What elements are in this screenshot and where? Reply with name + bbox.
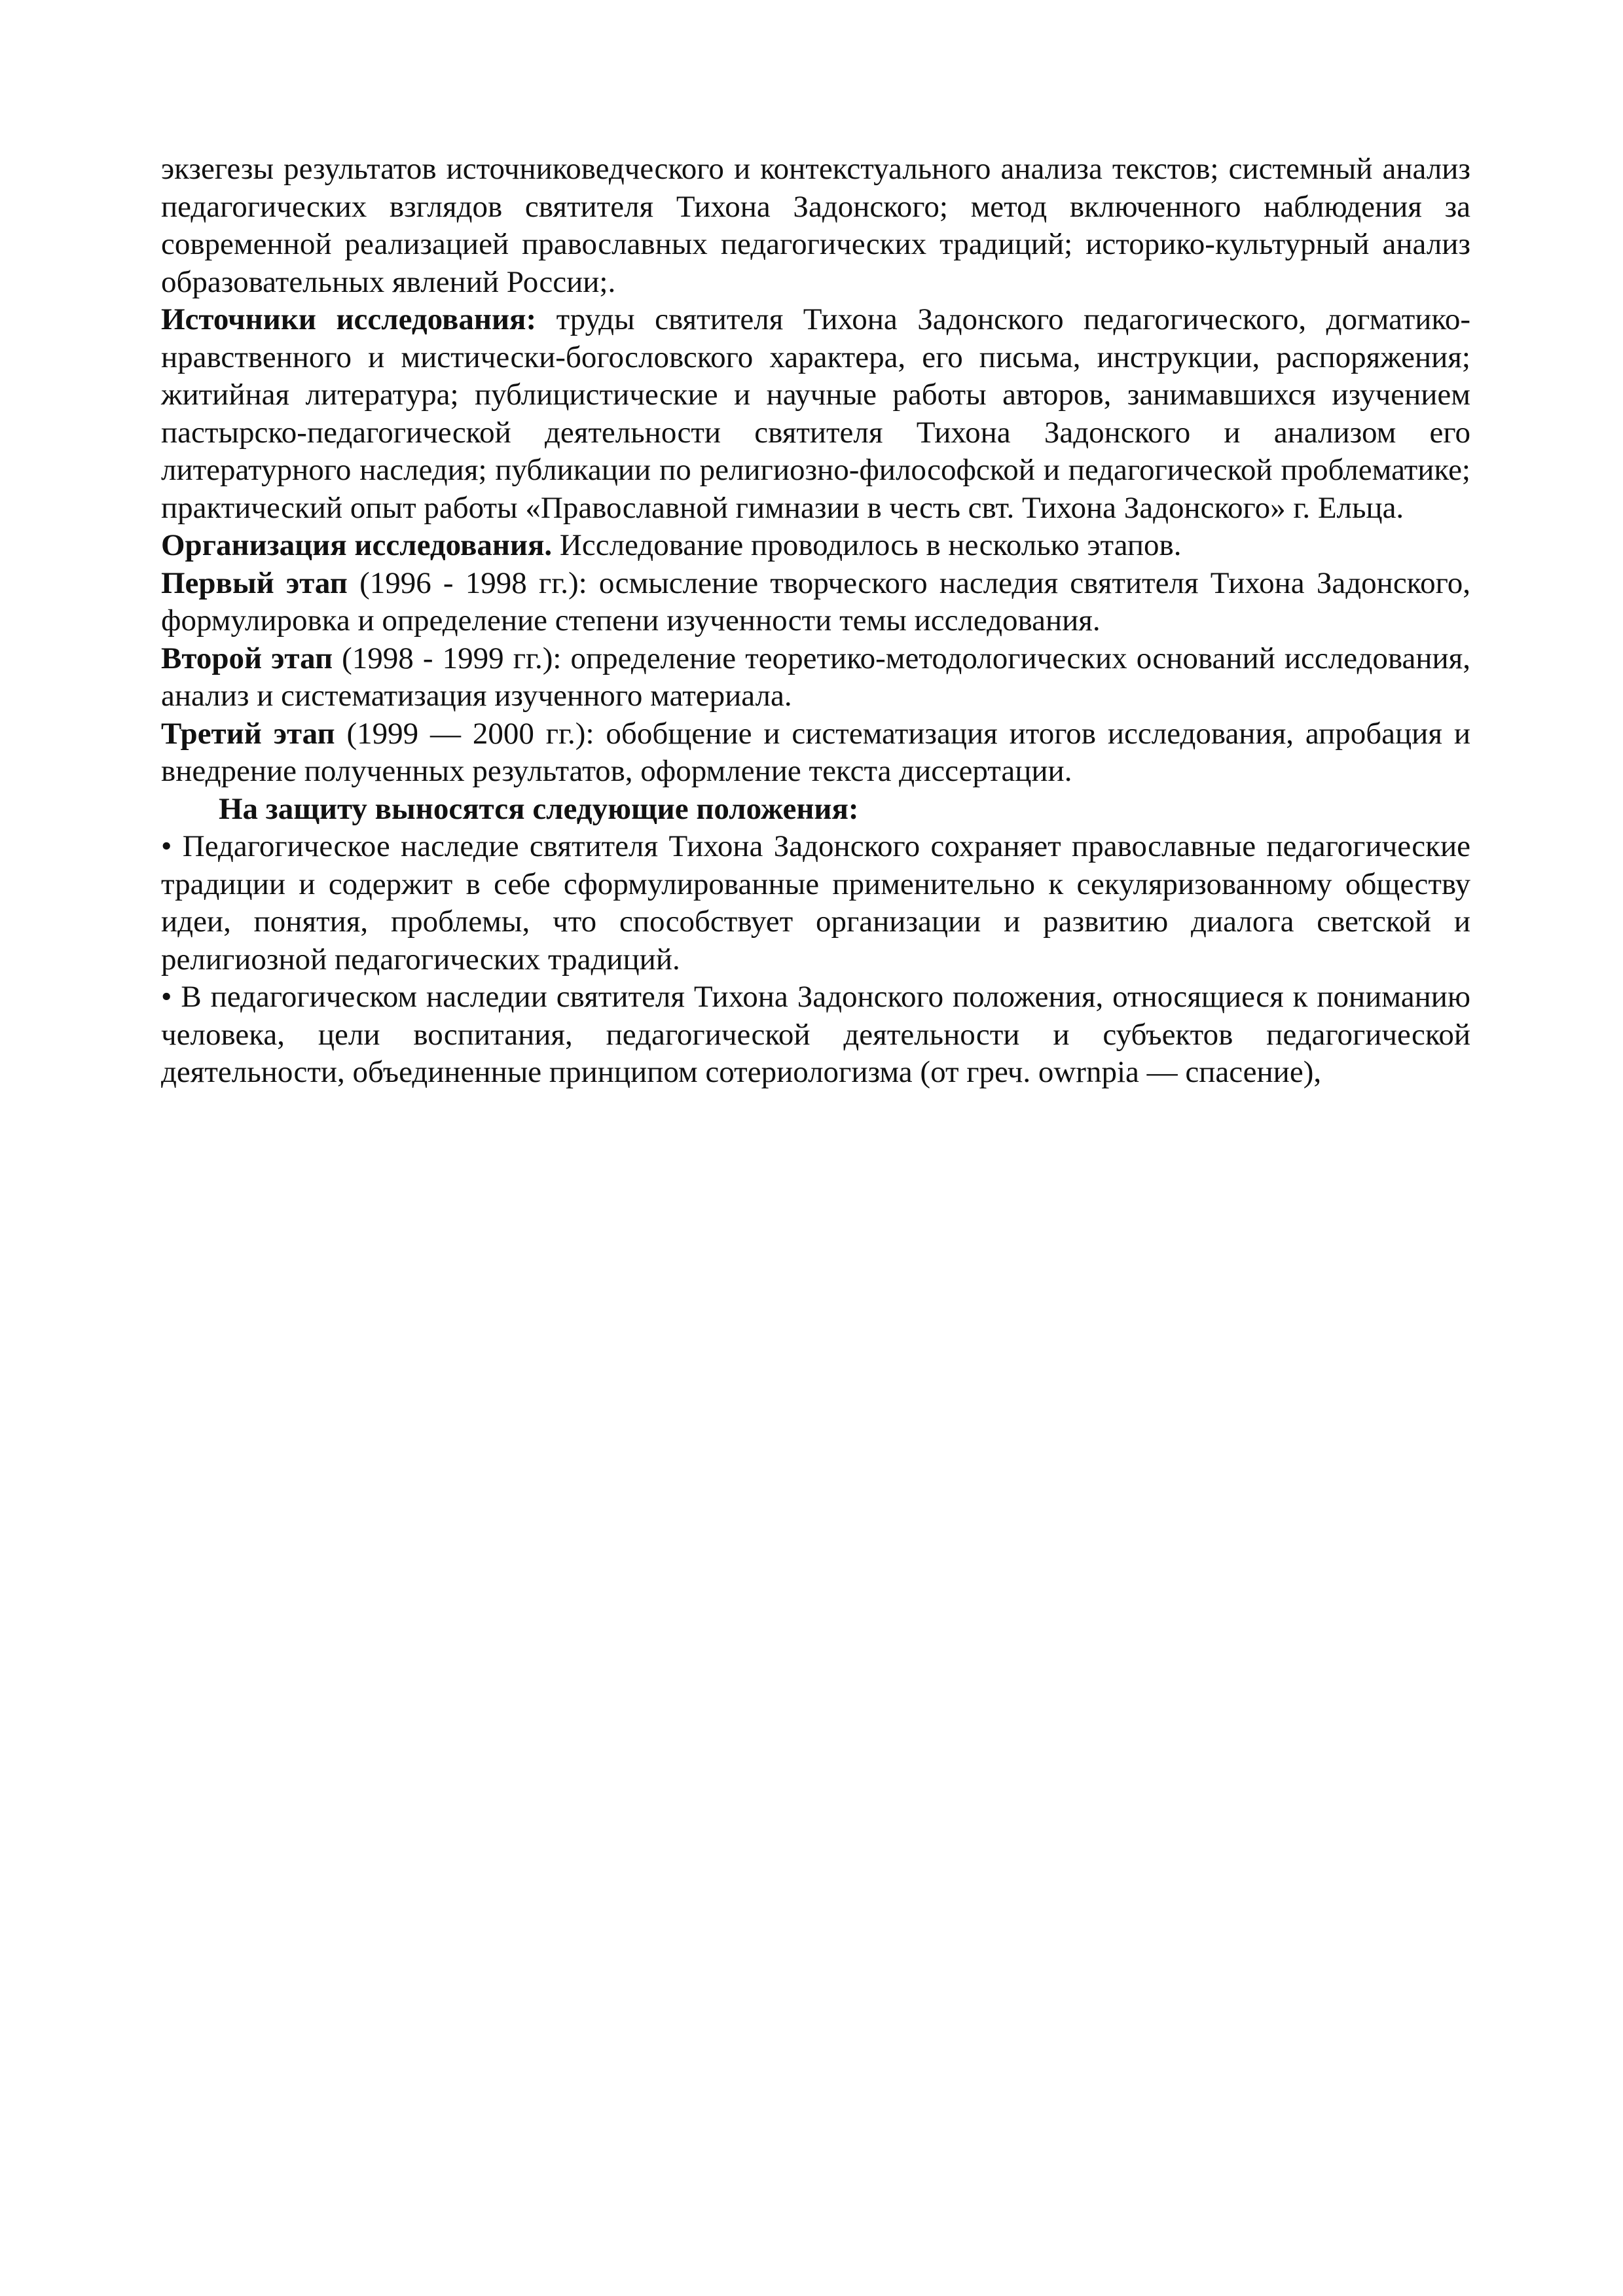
bullet-item: • Педагогическое наследие святителя Тихона Задонского сохраняет православные педагогические традиции и содержит в себе сформулированные применительно к секуляризованному обществу идеи, понятия, проблемы, что способствует организации и развитию диалога светской и религиозной педагогических традиций. [161, 829, 1470, 977]
organization-label: Организация исследования. [161, 528, 553, 562]
stage-two-label: Второй этап [161, 641, 333, 675]
defense-heading-text: На защиту выносятся следующие положения: [219, 791, 859, 826]
document-page [161, 151, 1470, 1092]
stage-two-text: (1998 - 1999 гг.): определение теоретико-методологических оснований исследования, анализ и систематизация изученного материала. [161, 641, 1470, 713]
intro-paragraph: экзегезы результатов источниковедческого и контекстуального анализа текстов; системный анализ педагогических взглядов святителя Тихона Задонского; метод включенного наблюдения за современной реализацией православных педагогических традиций; историко-культурный анализ образовательных явлений России;. [161, 152, 1470, 299]
organization-paragraph [161, 527, 1470, 565]
stage-three-text: (1999 — 2000 гг.): обобщение и систематизация итогов исследования, апробация и внедрение полученных результатов, оформление текста диссертации. [161, 716, 1470, 788]
stage-one-label: Первый этап [161, 565, 348, 600]
stage-two-paragraph [161, 640, 1470, 715]
sources-paragraph [161, 301, 1470, 527]
stage-one-paragraph [161, 565, 1470, 640]
sources-label: Источники исследования: [161, 302, 537, 336]
stage-one-text: (1996 - 1998 гг.): осмысление творческого наследия святителя Тихона Задонского, формулировка и определение степени изученности темы исследования. [161, 565, 1470, 637]
sources-text: труды святителя Тихона Задонского педагогического, догматико-нравственного и мистически-богословского характера, его письма, инструкции, распоряжения; житийная литература; публицистические и научные работы авторов, занимавшихся изучением пастырско-педагогической деятельности святителя Тихона Задонского и анализом его литературного наследия; публикации по религиозно-философской и педагогической проблематике; практический опыт работы «Православной гимназии в честь свт. Тихона Задонского» г. Ельца. [161, 302, 1470, 525]
defense-heading [161, 791, 1470, 829]
bullet-item: • В педагогическом наследии святителя Тихона Задонского положения, относящиеся к пониманию человека, цели воспитания, педагогической деятельности и субъектов педагогической деятельности, объединенные принципом сотериологизма (от греч. owrnpia — спасение), [161, 980, 1470, 1089]
stage-three-label: Третий этап [161, 716, 335, 751]
organization-text: Исследование проводилось в несколько этапов. [552, 528, 1182, 562]
stage-three-paragraph [161, 715, 1470, 791]
